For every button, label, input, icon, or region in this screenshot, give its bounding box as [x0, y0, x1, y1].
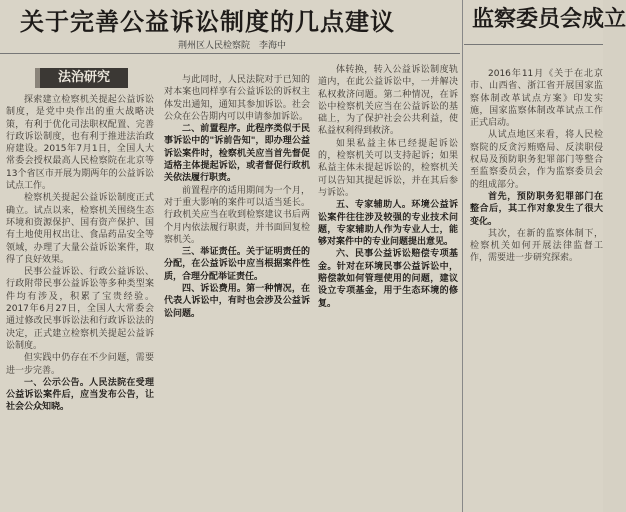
side-title-divider — [464, 44, 603, 45]
paragraph: 民事公益诉讼、行政公益诉讼、行政附带民事公益诉讼等多种类型案件均有涉及，积累了宝贵经验。2017年6月27日，全国人大常委会通过修改民事诉讼法和行政诉讼法的决定，正式建立检察机关提起公益诉讼制度。 — [6, 267, 154, 351]
paragraph: 一、公示公告。人民法院在受理公益诉讼案件后，应当发布公告，让社会公众知晓。 — [6, 377, 154, 413]
article-column-2 — [164, 74, 310, 512]
paragraph: 首先，预防职务犯罪部门在整合后，其工作对象发生了很大变化。 — [470, 191, 603, 227]
paragraph: 探索建立检察机关提起公益诉讼制度，是党中央作出的重大战略决策，有利于优化司法职权配置、完善行政诉讼制度，也有利于推进法治政府建设。2015年7月1日，全国人大常委会授权最高人民检察院在北京等13个省区市开展为期两年的公益诉讼试点工作。 — [6, 95, 154, 192]
paragraph: 检察机关提起公益诉讼制度正式确立。试点以来，检察机关围绕生态环境和资源保护、国有资产保护、国有土地使用权出让、食品药品安全等领域，办理了大量公益诉讼案件，取得了良好效果。 — [6, 193, 154, 265]
paragraph: 五、专家辅助人。环境公益诉讼案件往往涉及较强的专业技术问题，专家辅助人作为专业人士，能够对案件中的专业问题提出意见。 — [318, 200, 458, 248]
paragraph: 但实践中仍存在不少问题，需要进一步完善。 — [6, 353, 154, 376]
paragraph: 三、举证责任。关于证明责任的分配，在公益诉讼中应当根据案件性质，合理分配举证责任。 — [164, 247, 310, 282]
paragraph: 如果私益主体已经提起诉讼的，检察机关可以支持起诉；如果私益主体未提起诉讼的，检察机关可以告知其提起诉讼，并在其后参与诉讼。 — [318, 138, 458, 198]
paragraph: 四、诉讼费用。第一种情况，在代表人诉讼中，有时也会涉及公益诉讼问题。 — [164, 284, 310, 319]
section-label: 法治研究 — [35, 68, 128, 88]
paragraph: 六、民事公益诉讼赔偿专项基金。针对在环境民事公益诉讼中，赔偿款如何管理使用的问题，建议设立专项基金，用于生态环境的修复。 — [318, 249, 458, 309]
paragraph: 其次，在新的监察体制下，检察机关如何开展法律监督工作，需要进一步研究探索。 — [470, 228, 603, 264]
side-article-title: 监察委员会成立 — [472, 7, 626, 32]
paragraph: 与此同时，人民法院对于已知的对本案也同样享有公益诉讼的诉权主体发出通知，通知其参加诉讼。社会公众在公告期内可以申请参加诉讼。 — [164, 75, 310, 122]
article-byline: 荆州区人民检察院 李海中 — [178, 41, 287, 51]
side-article-column — [470, 68, 603, 512]
article-title: 关于完善公益诉讼制度的几点建议 — [20, 8, 395, 36]
paragraph: 2016年11月《关于在北京市、山西省、浙江省开展国家监察体制改革试点方案》印发实施，国家监察体制改革试点工作正式启动。 — [470, 69, 603, 129]
paragraph: 二、前置程序。此程序类似于民事诉讼中的"诉前告知"，即办理公益诉讼案件时，检察机关应当首先督促适格主体提起诉讼，或者督促行政机关依法履行职责。 — [164, 124, 310, 184]
article-column-1 — [6, 94, 154, 512]
title-divider — [0, 53, 460, 54]
paragraph: 从试点地区来看，将人民检察院的反贪污贿赂局、反渎职侵权局及预防职务犯罪部门等整合至监察委员会，作为监察委员会的组成部分。 — [470, 130, 603, 190]
paragraph: 体转换，转入公益诉讼制度轨道内，在此公益诉讼中，一并解决私权救济问题。第二种情况，在诉讼中检察机关应当在公益诉讼的基础上，为了保护社会公共利益，使私益权利得到救济。 — [318, 65, 458, 137]
column-divider — [462, 0, 463, 512]
article-column-3 — [318, 64, 458, 512]
paragraph: 前置程序的适用期间为一个月，对于重大影响的案件可以适当延长。行政机关应当在收到检察建议书后两个月内依法履行职责，并书面回复检察机关。 — [164, 185, 310, 245]
